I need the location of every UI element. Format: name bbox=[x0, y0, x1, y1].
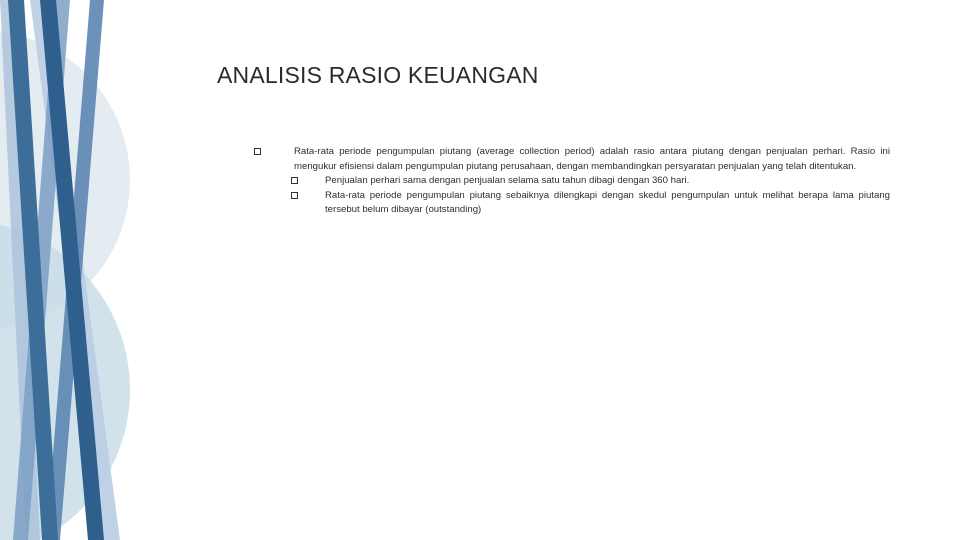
bullet-box-icon bbox=[254, 148, 261, 155]
sub-bullet-item bbox=[250, 189, 890, 218]
bullet-text: Rata-rata periode pengumpulan piutang (average collection period) adalah rasio antara piutang dengan penjualan perhari. Rasio ini mengukur efisiensi dalam pengumpulan piutang perusahaan, dengan membandingkan persyaratan penjualan yang telah ditentukan. bbox=[294, 146, 890, 172]
slide-content bbox=[250, 145, 890, 218]
slide-title: ANALISIS RASIO KEUANGAN bbox=[217, 62, 539, 88]
bullet-box-icon bbox=[291, 192, 298, 199]
sub-bullet-item bbox=[250, 174, 890, 189]
bullet-item bbox=[250, 145, 890, 174]
sub-bullet-text: Rata-rata periode pengumpulan piutang sebaiknya dilengkapi dengan skedul pengumpulan untuk melihat berapa lama piutang tersebut belum dibayar (outstanding) bbox=[325, 189, 890, 215]
sub-bullet-text: Penjualan perhari sama dengan penjualan selama satu tahun dibagi dengan 360 hari. bbox=[325, 175, 690, 186]
bullet-box-icon bbox=[291, 177, 298, 184]
